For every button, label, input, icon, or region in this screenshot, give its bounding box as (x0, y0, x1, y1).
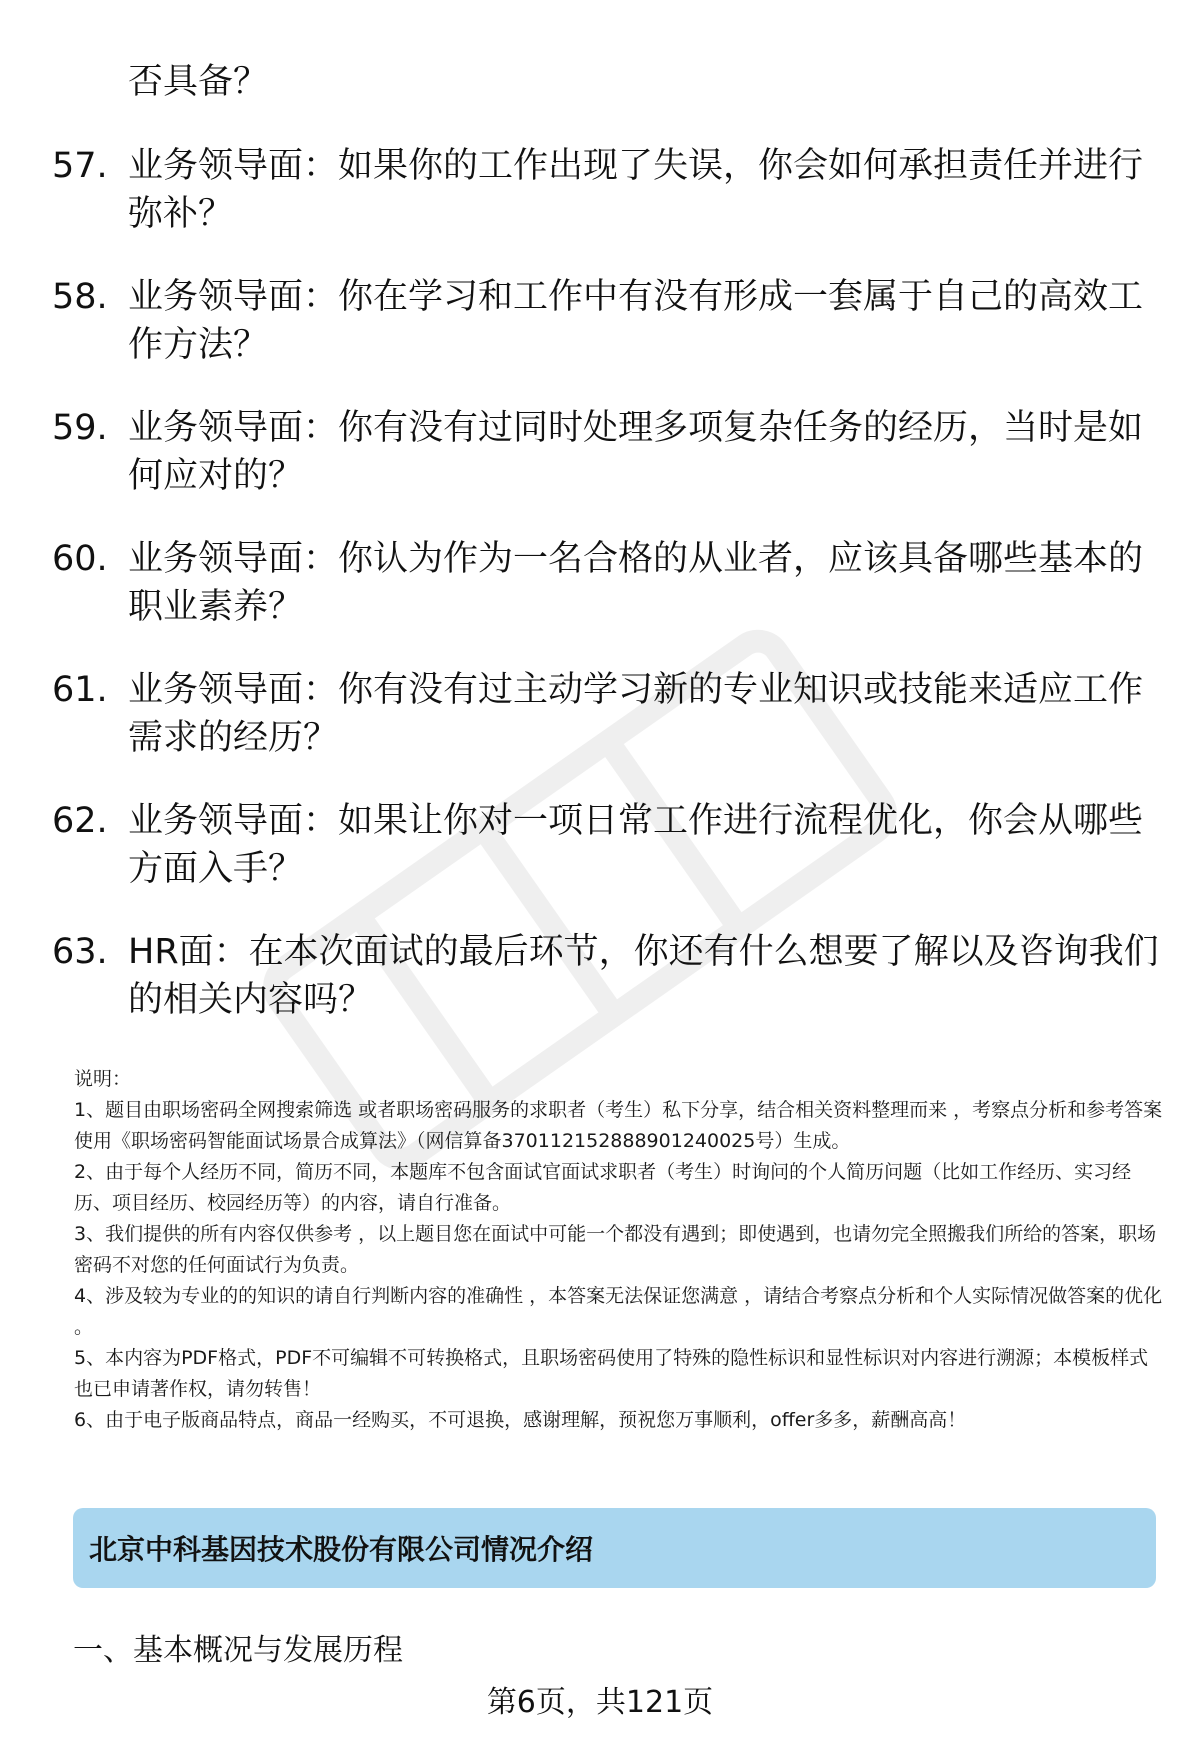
question-text: 业务领导面：你有没有过主动学习新的专业知识或技能来适应工作需求的经历？ (128, 670, 1144, 758)
note-item: 3、我们提供的所有内容仅供参考 ，以上题目您在面试中可能一个都没有遇到；即使遇到，也请勿完全照搬我们所给的答案，职场密码不对您的任何面试行为负责。 (74, 1223, 1157, 1276)
question-text: 业务领导面：你有没有过同时处理多项复杂任务的经历，当时是如何应对的？ (128, 408, 1144, 496)
question-text: 业务领导面：你认为作为一名合格的从业者，应该具备哪些基本的职业素养？ (128, 539, 1144, 627)
question-item (52, 797, 1162, 893)
question-list (52, 142, 1162, 1059)
question-item (52, 928, 1162, 1024)
note-item: 4、涉及较为专业的的知识的请自行判断内容的准确性 ，本答案无法保证您满意 ，请结合考察点分析和个人实际情况做答案的优化 。 (74, 1285, 1163, 1338)
question-number: 58. (52, 277, 108, 317)
banner-title: 北京中科基因技术股份有限公司情况介绍 (89, 1533, 594, 1566)
question-number: 61. (52, 670, 108, 710)
question-number: 62. (52, 801, 108, 841)
question-text: 业务领导面：如果你的工作出现了失误，你会如何承担责任并进行弥补？ (128, 146, 1144, 234)
question-text: 业务领导面：如果让你对一项日常工作进行流程优化，你会从哪些方面入手？ (128, 801, 1144, 889)
notes-heading: 说明： (74, 1068, 132, 1090)
question-item (52, 535, 1162, 631)
question-item (52, 273, 1162, 369)
note-item: 2、由于每个人经历不同，简历不同，本题库不包含面试官面试求职者（考生）时询问的个人简历问题（比如工作经历、实习经历、项目经历、校园经历等）的内容，请自行准备。 (74, 1161, 1132, 1214)
question-item (52, 666, 1162, 762)
question-number: 63. (52, 932, 108, 972)
question-number: 59. (52, 408, 108, 448)
question-number: 57. (52, 146, 108, 186)
question-number: 60. (52, 539, 108, 579)
note-item: 1、题目由职场密码全网搜索筛选 或者职场密码服务的求职者（考生）私下分享，结合相关资料整理而来 ，考察点分析和参考答案使用《职场密码智能面试场景合成算法》（网信算备37011215288890124002​5号）生成。 (74, 1099, 1163, 1152)
notes-section (74, 1064, 1164, 1436)
question-text: 业务领导面：你在学习和工作中有没有形成一套属于自己的高效工作方法？ (128, 277, 1144, 365)
continuation-text: 否具备？ (128, 62, 269, 102)
note-item: 6、由于电子版商品特点，商品一经购买，不可退换，感谢理解，预祝您万事顺利，offer多多，薪酬高高！ (74, 1409, 967, 1431)
question-item (52, 142, 1162, 238)
page-footer: 第6页，共121页 (486, 1685, 714, 1720)
note-item: 5、本内容为PDF格式，PDF不可编辑不可转换格式，且职场密码使用了特殊的隐性标识和显性标识对内容进行溯源；本模板样式也已申请著作权，请勿转售！ (74, 1347, 1149, 1400)
company-banner (73, 1508, 1156, 1588)
section-heading: 一、基本概况与发展历程 (73, 1633, 403, 1668)
question-text: HR面：在本次面试的最后环节，你还有什么想要了解以及咨询我们的相关内容吗？ (128, 932, 1159, 1020)
question-item (52, 404, 1162, 500)
